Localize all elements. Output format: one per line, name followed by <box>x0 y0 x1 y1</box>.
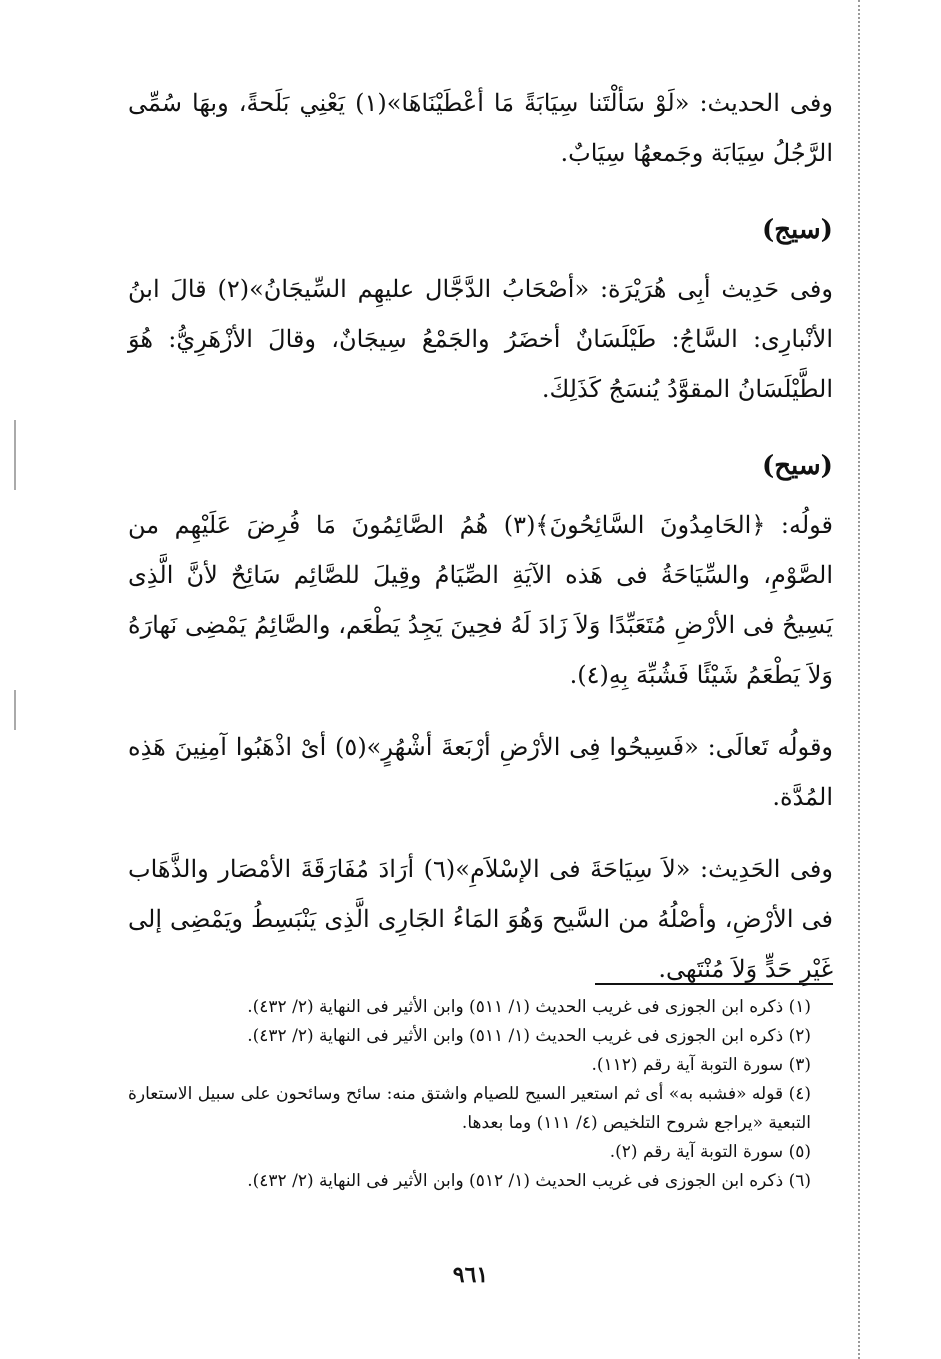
paragraph-fasihu: وقولُه تَعالَى: «فَسِيحُوا فِى الأرْضِ أرْبَعةَ أشْهُرٍ»(٥) أىْ اذْهَبُوا آمِنِينَ هَذِه المُدَّة. <box>128 733 833 811</box>
entry-heading-sayh: (سيح) <box>761 451 833 481</box>
footnote-2: (٢) ذكره ابن الجوزى فى غريب الحديث (١/ ٥١١) وابن الأثير فى النهاية (٢/ ٤٣٢). <box>247 1026 811 1046</box>
footnote-3: (٣) سورة التوبة آية رقم (١١٢). <box>591 1055 811 1075</box>
footnote-5: (٥) سورة التوبة آية رقم (٢). <box>609 1142 811 1162</box>
main-text <box>128 78 833 994</box>
paragraph-la-siyaha: وفى الحَدِيث: «لاَ سِيَاحَةَ فى الإسْلاَمِ»(٦) أرَادَ مُفَارَقَةَ الأمْصَار والذَّهَاب فى الأرْضِ، وأصْلُهُ من السَّيح وَهُوَ المَاءُ الجَارِى الَّذِى يَنْبَسِطُ ويَمْضِى إلى غَيْرِ حَدٍّ وَلاَ مُنْتَهى. <box>128 855 833 983</box>
scan-edge-mark <box>14 690 16 730</box>
entry-heading-sayj: (سيج) <box>761 215 833 245</box>
paragraph-sijan: وفى حَدِيث أبِى هُرَيْرَة: «أصْحَابُ الدَّجَّال عليهِم السِّيجَانُ»(٢) قالَ ابنُ الأنْبارِى: السَّاجُ: طَيْلَسَانٌ أخضَرُ والجَمْعُ سِيجَانٌ، وقالَ الأزْهَرِيُّ: هُوَ الطَّيْلَسَانُ المقوَّدُ يُنسَجُ كَذَلِكَ. <box>128 275 833 403</box>
binding-gutter-line <box>858 0 860 1359</box>
paragraph-siyaba: وفى الحديث: «لَوْ سَألْتَنا سِيَابَةً مَا أعْطَيْنَاهَا»(١) يَعْنِي بَلَحةً، وبهَا سُمِّى الرَّجُلُ سِيَابَة وجَمعهُا سِيَابٌ. <box>128 89 833 167</box>
footnote-6: (٦) ذكره ابن الجوزى فى غريب الحديث (١/ ٥١٢) وابن الأثير فى النهاية (٢/ ٤٣٢). <box>247 1171 811 1191</box>
footnotes-section <box>128 983 833 1196</box>
paragraph-saihun: قولُه: ﴿الحَامِدُونَ السَّائِحُونَ﴾(٣) هُمُ الصَّائِمُونَ مَا فُرِضَ عَلَيْهِم من الصَّوْمِ، والسِّيَاحَةُ فى هَذه الآيَةِ الصِّيَامُ وقِيلَ للصَّائِم سَائِحٌ لأنَّ الَّذِى يَسِيحُ فى الأرْضِ مُتَعَبِّدًا وَلاَ زَادَ لَهُ فحِينَ يَجِدُ يَطْعَم، والصَّائِمُ يَمْضِى نَهارَهُ وَلاَ يَطْعَمُ شَيْئًا فَشُبِّهَ بِهِ(٤). <box>128 511 834 689</box>
scan-edge-mark <box>14 420 16 490</box>
footnote-1: (١) ذكره ابن الجوزى فى غريب الحديث (١/ ٥١١) وابن الأثير فى النهاية (٢/ ٤٣٢). <box>247 997 811 1017</box>
footnote-separator <box>595 983 833 985</box>
footnote-4: (٤) قوله «فشبه به» أى ثم استعير السيح للصيام واشتق منه: سائح وسائحون على سبيل الاستعارة التبعية «يراجع شروح التلخيص (٤/ ١١١) وما بعدها. <box>128 1084 811 1133</box>
page-number: ٩٦١ <box>452 1262 489 1288</box>
